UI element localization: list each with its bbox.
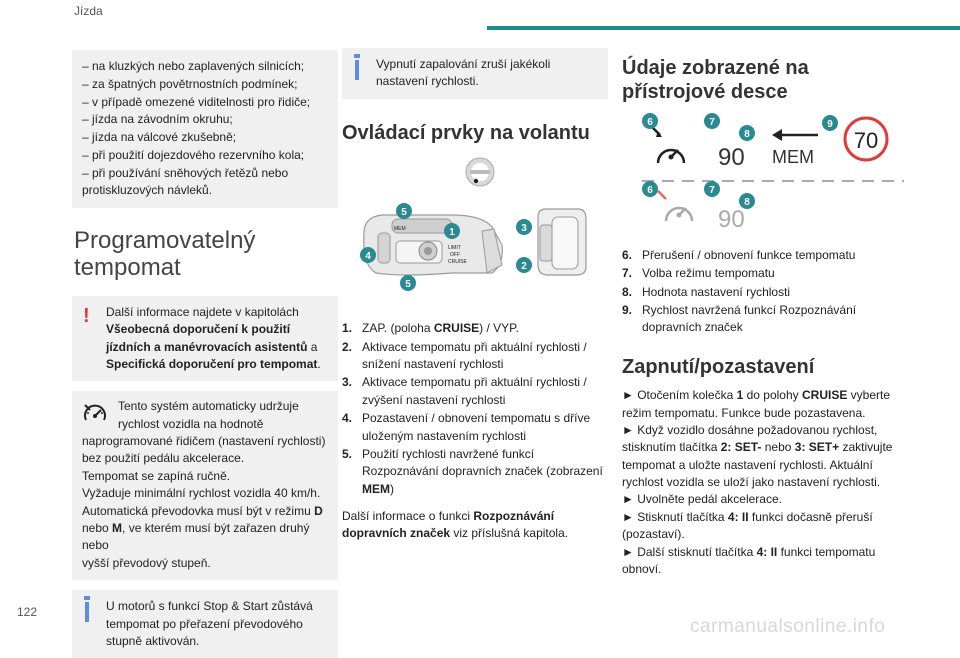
cruise-gauge-icon (652, 127, 684, 163)
svg-text:5: 5 (401, 207, 407, 219)
svg-text:9: 9 (827, 118, 833, 130)
set-speed-paused: 90 (718, 205, 745, 233)
limit-label: LIMIT (448, 245, 461, 252)
list-item: 3. Aktivace tempomatu při aktuální rychlosti / zvýšení nastavení rychlosti (342, 375, 587, 407)
system-description-box (72, 391, 338, 580)
gear-mode: M (112, 521, 123, 536)
svg-text:8: 8 (744, 128, 750, 140)
callout-9 (822, 115, 838, 131)
mem-indicator: MEM (772, 146, 814, 167)
warning-text: . (317, 356, 321, 371)
warning-text-bold: Všeobecná doporučení k použití jízdních a manévrovacích asistentů (106, 322, 308, 354)
cruise-label: CRUISE (448, 259, 467, 266)
column-middle (342, 48, 608, 543)
warning-text: Další informace najdete v kapitolách (106, 304, 299, 319)
mem-label: MEM (394, 226, 406, 233)
list-item: – v případě omezené viditelnosti pro řidiče; (82, 94, 311, 109)
list-item: 6. Přerušení / obnovení funkce tempomatu (622, 247, 856, 262)
arrow-left-icon (772, 129, 818, 141)
svg-text:7: 7 (709, 116, 715, 128)
column-right (622, 48, 904, 578)
instrument-cluster-illustration (622, 115, 904, 233)
callout-8-row2 (739, 193, 755, 209)
list-item: 9. Rychlost navržená funkcí Rozpoznávání dopravních značek (622, 302, 857, 335)
cluster-diagram (622, 115, 904, 233)
header-bar (487, 26, 960, 30)
step-item: ► Stisknutí tlačítka 4: II funkci dočasně přeruší (pozastaví). (622, 509, 873, 542)
conditions-list (72, 50, 338, 208)
info-box (72, 590, 338, 658)
callout-1 (444, 223, 460, 239)
section-title-line: Programovatelný (74, 227, 256, 254)
cruise-control-icon (82, 401, 108, 427)
watermark: carmanualsonline.info (690, 616, 886, 637)
list-item: – při použití dojezdového rezervního kola; (82, 147, 305, 162)
callout-8 (739, 125, 755, 141)
list-item: 5. Použití rychlosti navržené funkcí Rozpoznávání dopravních značek (zobrazení MEM) (342, 446, 603, 496)
list-item: – jízda na závodním okruhu; (82, 112, 233, 127)
controls-list (342, 320, 608, 498)
list-item: protiskluzových návleků. (82, 183, 213, 198)
system-text (82, 503, 328, 520)
steps-list (622, 387, 904, 578)
callout-7-row2 (704, 181, 720, 197)
system-text-part: , ve kterém musí být zařazen druhý nebo (82, 521, 310, 553)
step-item: ► Když vozidlo dosáhne požadovanou rychlost, stisknutím tlačítka 2: SET- nebo 3: SET+ zaktivujte tempomat a uložte nastavení rychlosti. Aktuální rychlost vozidla se uloží jako nastavení rychlosti. (622, 422, 893, 490)
list-item: 4. Pozastavení / obnovení tempomatu s dříve uloženým nastavením rychlosti (342, 411, 591, 443)
callout-5b (400, 275, 416, 291)
callout-4 (360, 247, 376, 263)
system-text: bez použití pedálu akcelerace. (82, 451, 245, 466)
callout-6 (642, 113, 658, 129)
svg-text:6: 6 (647, 184, 653, 196)
header-title: Jízda (74, 4, 103, 18)
cruise-gauge-paused-icon (658, 191, 692, 221)
list-item: 1. ZAP. (poloha CRUISE) / VYP. (342, 321, 519, 336)
system-text: Tento systém automaticky udržuje (118, 399, 299, 414)
cluster-legend-list (622, 247, 904, 337)
system-text-part: nebo (82, 521, 113, 536)
off-label: OFF (450, 252, 460, 259)
list-item: 8. Hodnota nastavení rychlosti (622, 284, 791, 299)
svg-text:1: 1 (449, 227, 455, 239)
warning-icon: ! (83, 304, 90, 327)
list-item: – na kluzkých nebo zaplavených silnicích; (82, 59, 305, 73)
svg-text:8: 8 (744, 196, 750, 208)
system-text: Vyžaduje minimální rychlost vozidla 40 km/h. (82, 486, 321, 501)
section-title: Údaje zobrazené na přístrojové desce (622, 57, 809, 104)
section-title: Zapnutí/pozastavení (622, 355, 815, 378)
more-info-text: Další informace o funkci Rozpoznávání dopravních značek viz příslušná kapitola. (342, 509, 569, 541)
system-text: vyšší převodový stupeň. (82, 555, 211, 570)
set-speed: 90 (718, 143, 745, 171)
step-item: ► Otočením kolečka 1 do polohy CRUISE vyberte režim tempomatu. Funkce bude pozastavena. (622, 388, 891, 420)
svg-text:5: 5 (405, 279, 411, 291)
svg-text:3: 3 (521, 223, 527, 235)
svg-text:4: 4 (365, 251, 371, 263)
svg-text:2: 2 (521, 261, 527, 273)
section-title: Ovládací prvky na volantu (342, 121, 590, 144)
system-text: naprogramované řidičem (nastavení rychlosti) (82, 434, 326, 449)
page-number: 122 (17, 605, 38, 619)
info-icon (85, 602, 89, 622)
gear-mode: D (314, 503, 323, 518)
system-text: rychlost vozidla na hodnotě (118, 416, 264, 431)
info-text: U motorů s funkcí Stop & Start zůstává tempomat po přeřazení převodového stupně aktivován. (106, 599, 313, 648)
svg-text:70: 70 (853, 127, 879, 153)
warning-text: a (307, 339, 318, 354)
steering-controls-illustration (342, 155, 608, 310)
steering-wheel-icon (466, 158, 494, 186)
list-item: 2. Aktivace tempomatu při aktuální rychlosti / snížení nastavení rychlosti (342, 339, 587, 371)
list-item: – jízda na válcové zkušebně; (82, 130, 237, 144)
callout-7 (704, 113, 720, 129)
steering-wheel-diagram (342, 155, 608, 310)
callout-3 (516, 219, 532, 235)
warning-text-bold: Specifická doporučení pro tempomat (106, 356, 318, 371)
info-icon (355, 60, 359, 80)
speed-limit-sign-icon (845, 118, 887, 160)
svg-text:6: 6 (647, 116, 653, 128)
info-box (342, 48, 608, 99)
callout-5a (396, 203, 412, 219)
column-left (72, 48, 338, 658)
step-item: ► Uvolněte pedál akcelerace. (622, 492, 782, 507)
section-title (74, 228, 338, 282)
callout-6-row2 (642, 181, 658, 197)
system-text-part: Automatická převodovka musí být v režimu (82, 503, 315, 518)
system-text (82, 520, 328, 555)
system-text: Tempomat se zapíná ručně. (82, 468, 231, 483)
warning-box (72, 296, 338, 382)
callout-2 (516, 257, 532, 273)
step-item: ► Další stisknutí tlačítka 4: II funkci tempomatu obnoví. (622, 544, 876, 577)
list-item: – při používání sněhových řetězů nebo (82, 165, 289, 180)
list-item: – za špatných povětrnostních podmínek; (82, 76, 298, 91)
svg-text:7: 7 (709, 184, 715, 196)
info-text: Vypnutí zapalování zruší jakékoli nastavení rychlosti. (376, 57, 551, 89)
list-item: 7. Volba režimu tempomatu (622, 266, 775, 281)
section-title-line: tempomat (74, 253, 181, 281)
